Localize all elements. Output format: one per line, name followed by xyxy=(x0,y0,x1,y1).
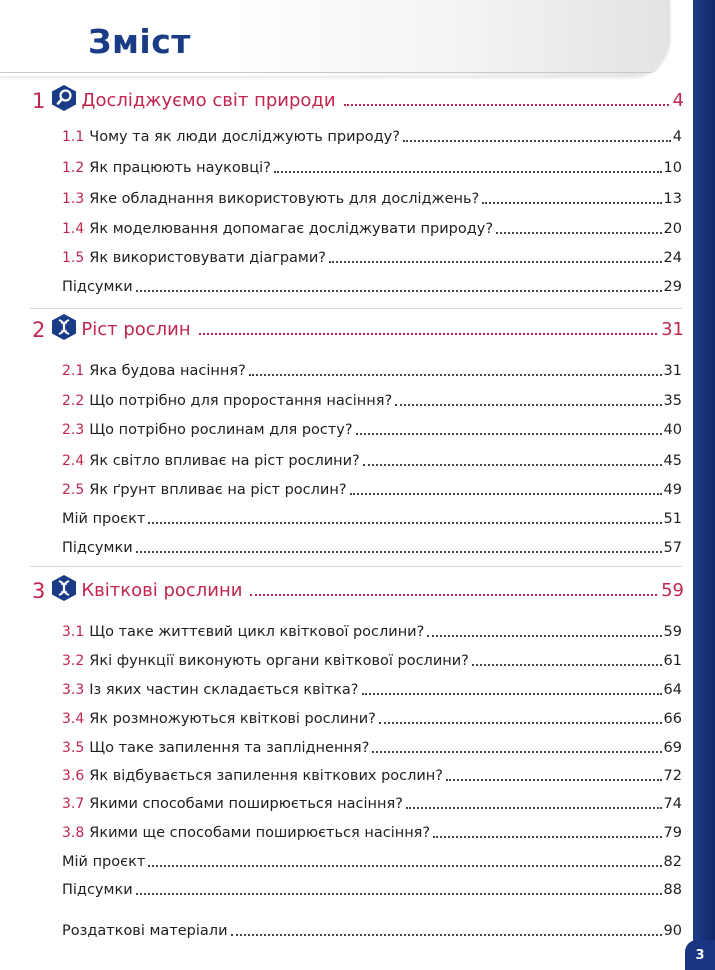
page-number-badge: 3 xyxy=(685,940,715,970)
section-title: Яка будова насіння? xyxy=(89,363,246,379)
section-title: Із яких частин складається квітка? xyxy=(89,682,359,698)
section-number: 2.3 xyxy=(62,422,85,438)
section-number: 1.5 xyxy=(62,250,85,266)
section-number: 3.2 xyxy=(62,653,85,669)
toc-entry[interactable] xyxy=(62,619,682,641)
leader-dots xyxy=(403,140,671,142)
magnifier-icon xyxy=(51,84,77,112)
section-title: Мій проєкт xyxy=(62,854,146,870)
leader-dots xyxy=(148,522,661,524)
toc-entry[interactable] xyxy=(62,155,682,177)
section-title: Підсумки xyxy=(62,279,133,295)
section-title: Що потрібно рослинам для росту? xyxy=(89,422,353,438)
section-page: 10 xyxy=(663,160,682,176)
section-page: 82 xyxy=(663,854,682,870)
leader-dots xyxy=(199,333,657,335)
section-title: Якими ще способами поширюється насіння? xyxy=(89,825,431,841)
section-page: 24 xyxy=(663,250,682,266)
leader-dots xyxy=(496,232,662,234)
leader-dots xyxy=(427,635,661,637)
toc-entry[interactable] xyxy=(62,735,682,757)
chapter-number: 3 xyxy=(32,579,46,603)
leader-dots xyxy=(406,807,662,809)
toc-entry[interactable] xyxy=(62,388,682,410)
section-number: 3.5 xyxy=(62,740,85,756)
leader-dots xyxy=(379,722,662,724)
leader-dots xyxy=(231,934,662,936)
toc-entry[interactable] xyxy=(62,245,682,267)
chapter-1-entry[interactable] xyxy=(32,84,684,112)
section-title: Підсумки xyxy=(62,540,133,556)
leader-dots xyxy=(350,493,662,495)
toc-entry[interactable] xyxy=(62,274,682,296)
toc-entry[interactable] xyxy=(62,124,682,146)
section-divider xyxy=(30,566,682,567)
section-number: 1.2 xyxy=(62,160,85,176)
leader-dots xyxy=(356,433,662,435)
dna-icon xyxy=(51,313,77,341)
section-page: 90 xyxy=(663,923,682,939)
section-number: 3.7 xyxy=(62,796,85,812)
section-page: 61 xyxy=(663,653,682,669)
section-page: 88 xyxy=(663,882,682,898)
section-title: Якими способами поширюється насіння? xyxy=(89,796,403,812)
leader-dots xyxy=(250,594,657,596)
section-number: 3.8 xyxy=(62,825,85,841)
section-title: Підсумки xyxy=(62,882,133,898)
toc-entry[interactable] xyxy=(62,358,682,380)
section-page: 66 xyxy=(663,711,682,727)
section-page: 40 xyxy=(663,422,682,438)
section-number: 3.3 xyxy=(62,682,85,698)
section-page: 35 xyxy=(663,393,682,409)
section-number: 2.2 xyxy=(62,393,85,409)
toc-entry[interactable] xyxy=(62,535,682,557)
section-number: 1.4 xyxy=(62,221,85,237)
section-divider xyxy=(30,308,682,309)
section-title: Що таке життєвий цикл квіткової рослини? xyxy=(89,624,425,640)
chapter-number: 1 xyxy=(32,89,46,113)
section-title: Як розмножуються квіткові рослини? xyxy=(89,711,376,727)
chapter-title: Досліджуємо світ природи xyxy=(81,90,336,111)
chapter-2-entry[interactable] xyxy=(32,313,684,341)
toc-entry[interactable] xyxy=(62,477,682,499)
toc-entry[interactable] xyxy=(62,677,682,699)
toc-entry[interactable] xyxy=(62,791,682,813)
toc-entry[interactable] xyxy=(62,849,682,871)
section-title: Які функції виконують органи квіткової рослини? xyxy=(89,653,469,669)
section-number: 2.4 xyxy=(62,453,85,469)
section-page: 51 xyxy=(663,511,682,527)
toc-entry[interactable] xyxy=(62,448,682,470)
section-number: 3.6 xyxy=(62,768,85,784)
leader-dots xyxy=(433,836,661,838)
leader-dots xyxy=(395,404,661,406)
section-number: 3.4 xyxy=(62,711,85,727)
chapter-3-entry[interactable] xyxy=(32,574,684,602)
section-page: 29 xyxy=(663,279,682,295)
chapter-title: Ріст рослин xyxy=(81,319,191,340)
toc-entry[interactable] xyxy=(62,877,682,899)
leader-dots xyxy=(446,779,662,781)
toc-entry[interactable] xyxy=(62,506,682,528)
dna-icon xyxy=(51,574,77,602)
section-page: 79 xyxy=(663,825,682,841)
section-title: Що таке запилення та запліднення? xyxy=(89,740,370,756)
toc-entry[interactable] xyxy=(62,706,682,728)
section-title: Мій проєкт xyxy=(62,511,146,527)
section-page: 69 xyxy=(663,740,682,756)
toc-entry[interactable] xyxy=(62,417,682,439)
section-number: 1.3 xyxy=(62,191,85,207)
section-page: 64 xyxy=(663,682,682,698)
header-divider xyxy=(0,62,660,73)
section-title: Як моделювання допомагає досліджувати природу? xyxy=(89,221,494,237)
section-page: 59 xyxy=(663,624,682,640)
leader-dots xyxy=(249,374,662,376)
section-title: Як працюють науковці? xyxy=(89,160,271,176)
section-title: Як відбувається запилення квіткових рослин? xyxy=(89,768,443,784)
section-title: Чому та як люди досліджують природу? xyxy=(89,129,400,145)
section-page: 49 xyxy=(663,482,682,498)
chapter-page: 31 xyxy=(661,319,684,340)
section-title: Яке обладнання використовують для досліджень? xyxy=(89,191,480,207)
right-edge-bar xyxy=(693,0,715,970)
leader-dots xyxy=(274,171,662,173)
section-page: 31 xyxy=(663,363,682,379)
section-page: 4 xyxy=(672,129,682,145)
page-title: Зміст xyxy=(88,22,191,61)
leader-dots xyxy=(148,865,661,867)
chapter-number: 2 xyxy=(32,318,46,342)
toc-entry[interactable] xyxy=(62,648,682,670)
toc-entry-appendix[interactable] xyxy=(62,918,682,940)
chapter-page: 4 xyxy=(672,90,684,111)
section-number: 3.1 xyxy=(62,624,85,640)
leader-dots xyxy=(362,693,662,695)
section-page: 57 xyxy=(663,540,682,556)
section-number: 2.5 xyxy=(62,482,85,498)
toc-entry[interactable] xyxy=(62,763,682,785)
leader-dots xyxy=(482,202,661,204)
section-title: Як використовувати діаграми? xyxy=(89,250,326,266)
section-title: Роздаткові матеріали xyxy=(62,923,228,939)
leader-dots xyxy=(329,261,662,263)
section-page: 20 xyxy=(663,221,682,237)
toc-entry[interactable] xyxy=(62,820,682,842)
section-number: 1.1 xyxy=(62,129,85,145)
leader-dots xyxy=(136,551,662,553)
section-title: Як ґрунт впливає на ріст рослин? xyxy=(89,482,347,498)
chapter-title: Квіткові рослини xyxy=(81,580,243,601)
leader-dots xyxy=(372,751,661,753)
chapter-page: 59 xyxy=(661,580,684,601)
leader-dots xyxy=(136,893,662,895)
toc-entry[interactable] xyxy=(62,186,682,208)
section-page: 13 xyxy=(663,191,682,207)
leader-dots xyxy=(136,290,662,292)
leader-dots xyxy=(344,104,669,106)
section-title: Що потрібно для проростання насіння? xyxy=(89,393,393,409)
section-title: Як світло впливає на ріст рослини? xyxy=(89,453,360,469)
section-page: 45 xyxy=(663,453,682,469)
section-page: 72 xyxy=(663,768,682,784)
toc-entry[interactable] xyxy=(62,216,682,238)
leader-dots xyxy=(472,664,662,666)
section-number: 2.1 xyxy=(62,363,85,379)
leader-dots xyxy=(363,464,662,466)
section-page: 74 xyxy=(663,796,682,812)
